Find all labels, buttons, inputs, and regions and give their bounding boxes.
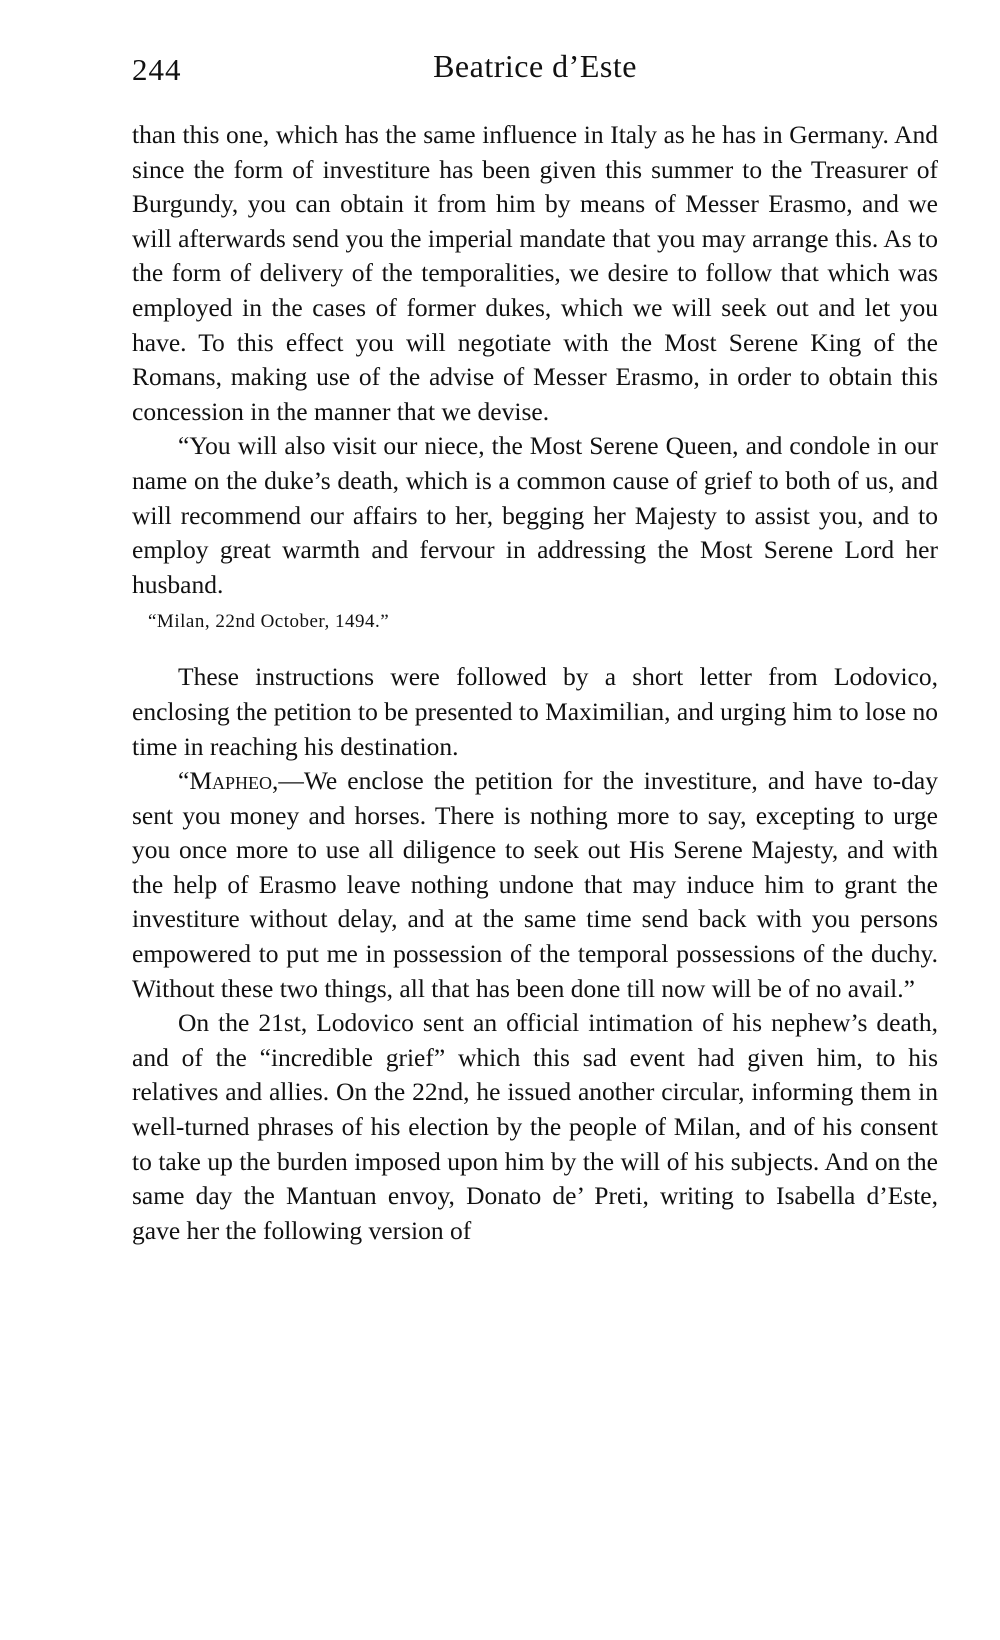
paragraph-continuation: than this one, which has the same influence in Italy as he has in Germany. And since the form of investiture has been given this summer to the Treasurer of Burgundy, you can obtain it from him by means of Messer Erasmo, and we will afterwards send you the imperial mandate that you may arrange this. As to the form of delivery of the temporalities, we desire to follow that which was employed in the cases of former dukes, which we will seek out and let you have. To this effect you will negotiate with the Most Serene King of the Romans, making use of the advise of Messer Erasmo, in order to obtain this concession in the manner that we devise. — [132, 120, 938, 426]
letter-body: —We enclose the petition for the investiture, and have to-day sent you money and horses. There is nothing more to say, excepting to urge you once more to use all diligence to seek out His Serene Majesty, and with the help of Erasmo leave nothing undone that may induce him to grant the investiture without delay, and at the same time send back with you persons empowered to put me in possession of the temporal possessions of the duchy. Without these two things, all that has been done till now will be of no avail.” — [132, 766, 938, 1003]
paragraph-instructions: These instructions were followed by a short letter from Lodovico, enclosing the petition to be presented to Maximilian, and urging him to lose no time in reaching his destination. — [132, 662, 938, 761]
paragraph-queen: “You will also visit our niece, the Most Serene Queen, and condole in our name on the duke’s death, which is a common cause of grief to both of us, and will recommend our affairs to her, begging her Majesty to assist you, and to employ great warmth and fervour in addressing the Most Serene Lord her husband. — [132, 431, 938, 599]
paragraph-circular: On the 21st, Lodovico sent an official intimation of his nephew’s death, and of the “incredible grief” which this sad event had given him, to his relatives and allies. On the 22nd, he issued another circular, informing them in well-turned phrases of his election by the people of Milan, and of his consent to take up the burden imposed upon him by the will of his subjects. And on the same day the Mantuan envoy, Donato de’ Preti, writing to Isabella d’Este, gave her the following version of — [132, 1008, 938, 1245]
body-text — [132, 118, 938, 1248]
paragraph-letter-mapheo — [132, 764, 938, 1006]
letter-salutation: “Mapheo, — [178, 766, 279, 796]
page-header — [132, 48, 938, 94]
page-number: 244 — [132, 52, 182, 87]
letter-dateline: “Milan, 22nd October, 1494.” — [148, 611, 390, 633]
running-title: Beatrice d’Este — [433, 48, 637, 84]
